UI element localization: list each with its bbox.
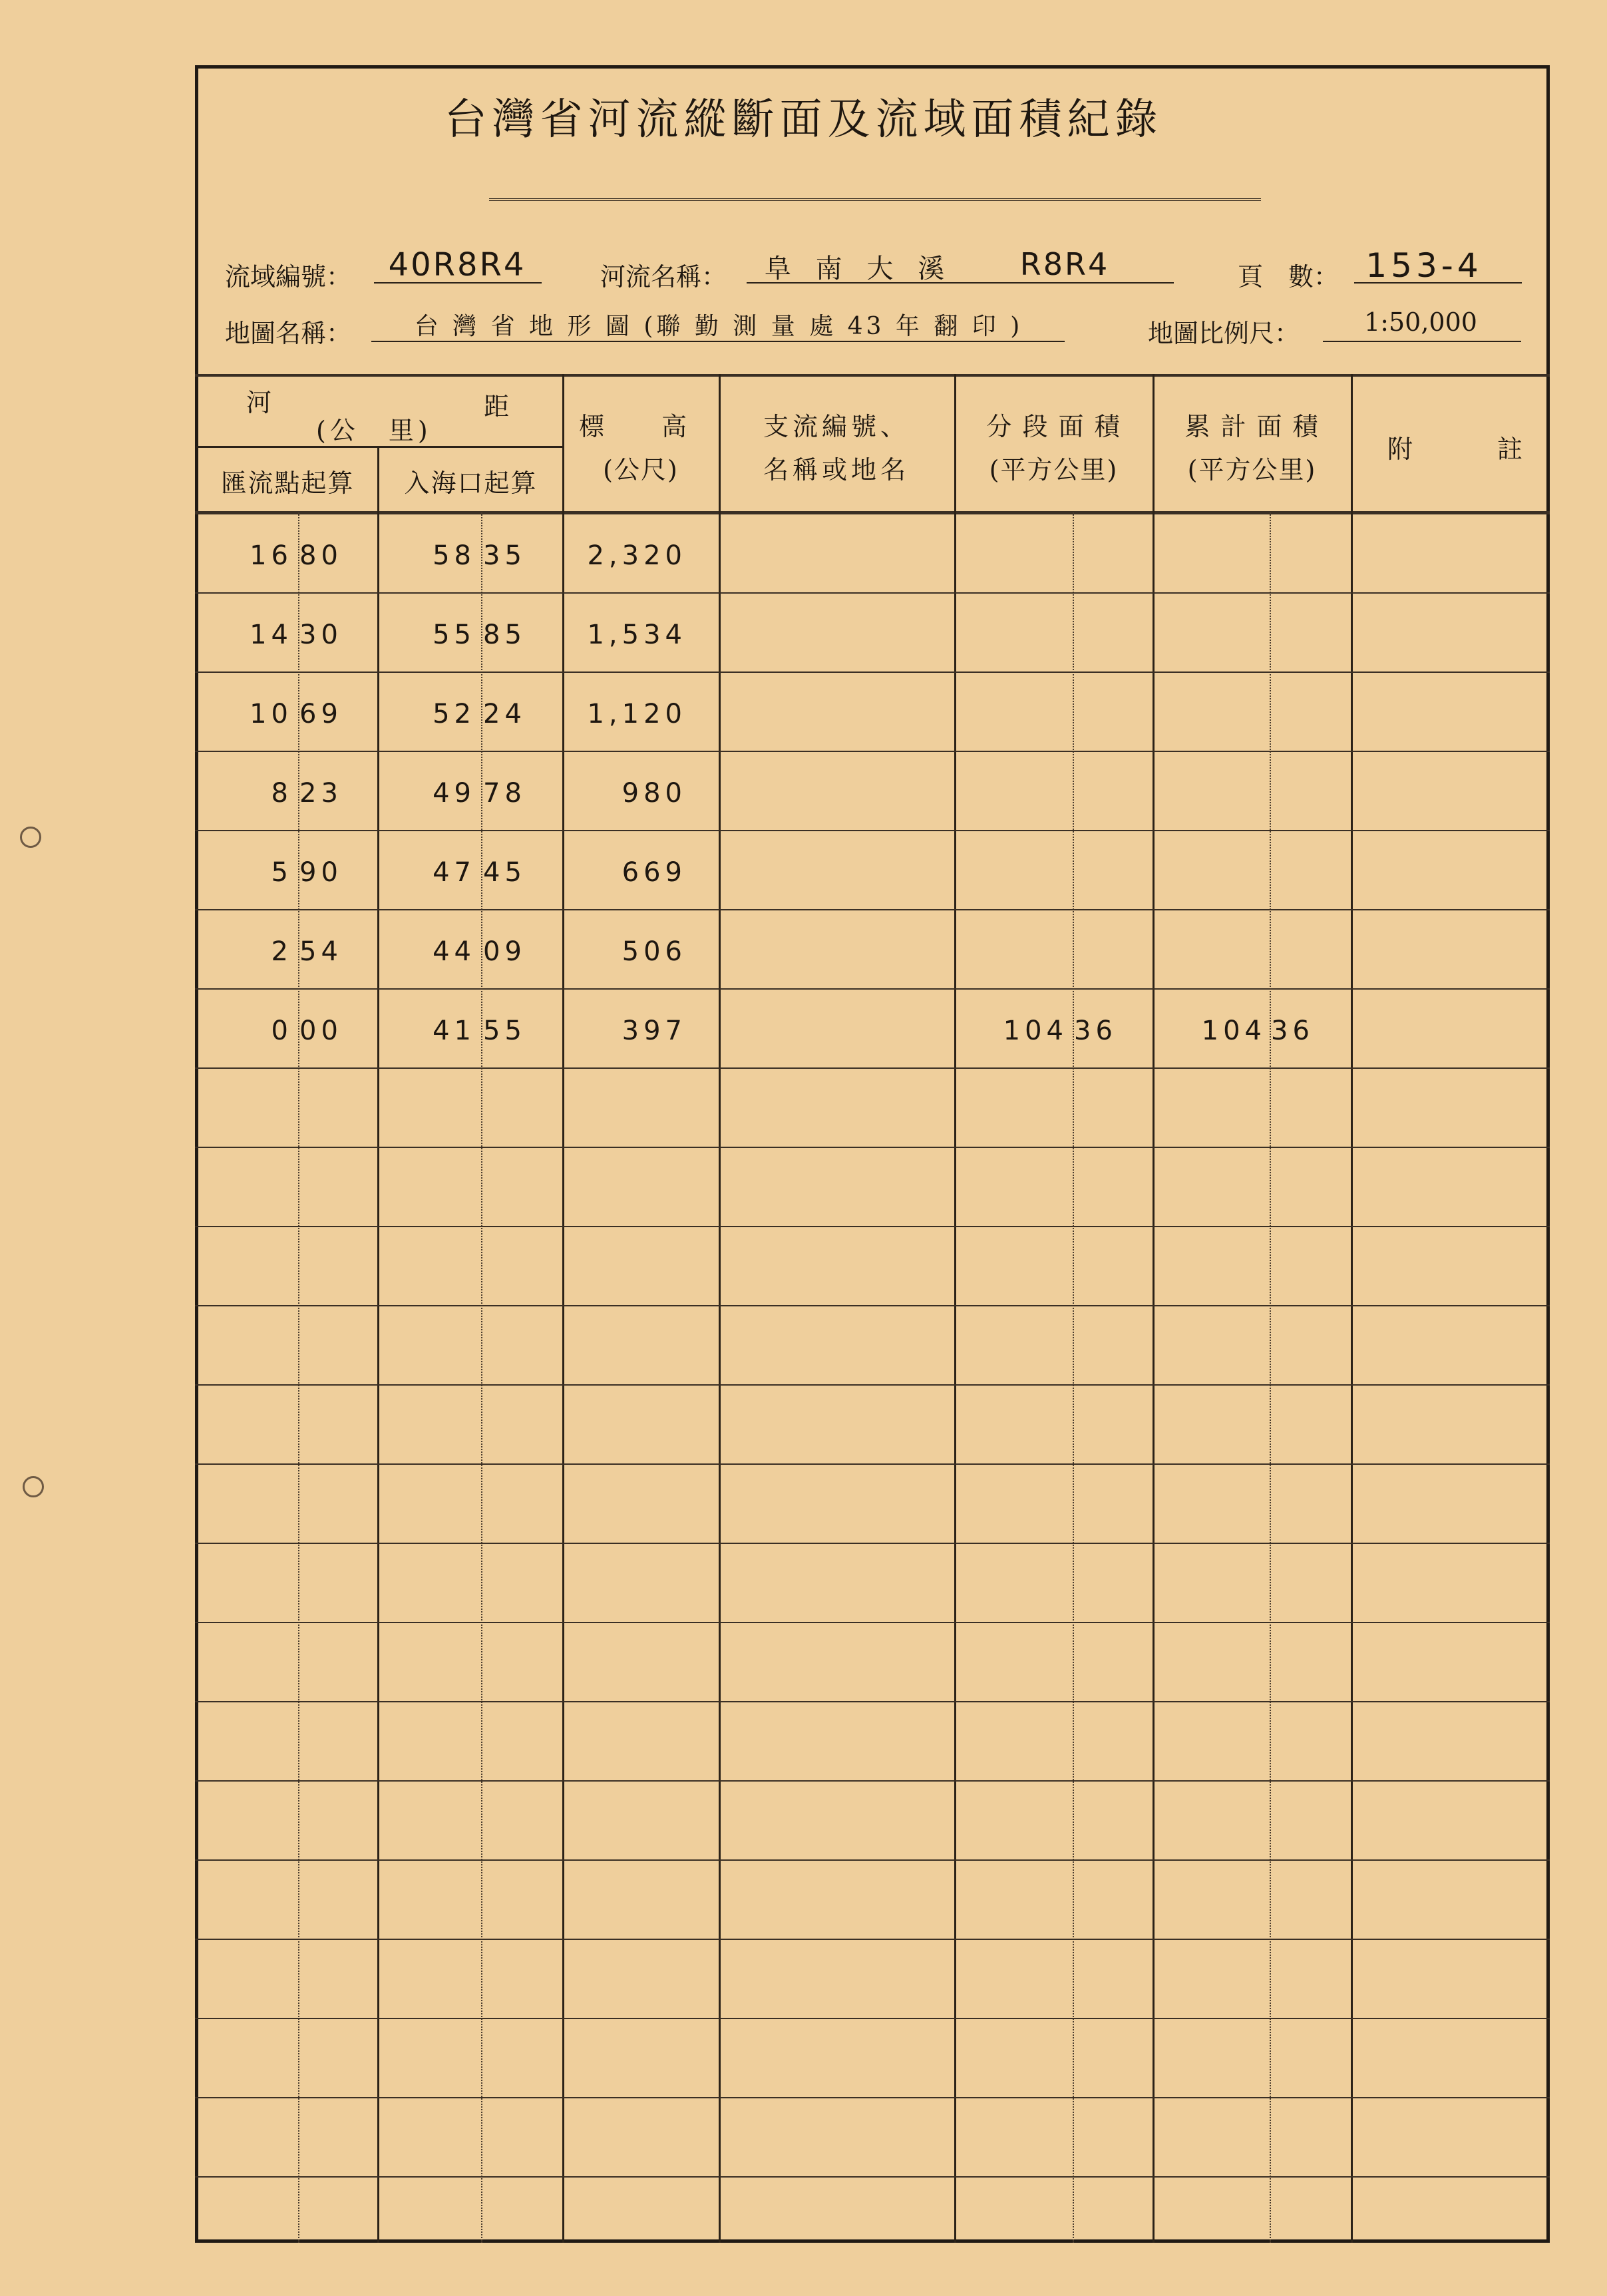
row-rule bbox=[195, 830, 1550, 831]
elevation-value: 980 bbox=[622, 778, 687, 809]
row-rule bbox=[195, 1463, 1550, 1465]
estuary-km-dec: 09 bbox=[483, 936, 526, 967]
from-estuary-header: 入海口起算 bbox=[404, 469, 538, 498]
distance-unit: (公 里) bbox=[316, 416, 432, 445]
tributary-header-2: 名稱或地名 bbox=[763, 455, 910, 484]
row-rule bbox=[195, 1147, 1550, 1148]
row-rule bbox=[195, 671, 1550, 673]
map-name-value: 台 灣 省 地 形 圖 (聯 勤 測 量 處 43 年 翻 印 ) bbox=[414, 313, 1023, 340]
elevation-value: 2,320 bbox=[587, 540, 687, 571]
estuary-km-int: 49 bbox=[433, 778, 476, 809]
punch-hole-lower bbox=[23, 1476, 44, 1497]
basin-no-underline bbox=[374, 282, 542, 284]
col-divider-5 bbox=[1153, 374, 1155, 2243]
page-title: 台灣省河流縱斷面及流域面積紀錄 bbox=[444, 95, 1163, 144]
estuary-km-int: 58 bbox=[433, 540, 476, 571]
title-underline bbox=[489, 198, 1261, 204]
segment-area-dec: 36 bbox=[1074, 1016, 1117, 1046]
page-no-value: 153-4 bbox=[1365, 246, 1483, 285]
elevation-header: 標 高 bbox=[578, 412, 703, 441]
estuary-km-dec: 24 bbox=[483, 699, 526, 729]
segment-area-header: 分 段 面 積 bbox=[986, 412, 1121, 441]
decimal-guide-2 bbox=[481, 512, 482, 2243]
confluence-km-int: 5 bbox=[271, 857, 293, 888]
elevation-value: 506 bbox=[622, 936, 687, 967]
map-name-label: 地圖名稱： bbox=[225, 319, 352, 348]
elevation-value: 669 bbox=[622, 857, 687, 888]
elevation-value: 397 bbox=[622, 1016, 687, 1046]
punch-hole-upper bbox=[20, 827, 41, 848]
row-rule bbox=[195, 1780, 1550, 1782]
confluence-km-dec: 54 bbox=[299, 936, 343, 967]
page-no-underline bbox=[1354, 282, 1522, 284]
river-name-underline bbox=[747, 282, 1174, 284]
decimal-guide-3 bbox=[1073, 512, 1074, 2243]
remarks-header-left: 附 bbox=[1387, 435, 1417, 464]
col-divider-2 bbox=[562, 374, 564, 2243]
scale-label: 地圖比例尺： bbox=[1148, 319, 1300, 348]
estuary-km-dec: 55 bbox=[483, 1016, 526, 1046]
confluence-km-dec: 00 bbox=[299, 1016, 343, 1046]
col-divider-4 bbox=[954, 374, 956, 2243]
confluence-km-int: 10 bbox=[250, 699, 293, 729]
decimal-guide-1 bbox=[298, 512, 299, 2243]
distance-header-left: 河 bbox=[246, 388, 276, 417]
tributary-header-1: 支流編號、 bbox=[763, 412, 910, 441]
estuary-km-int: 41 bbox=[433, 1016, 476, 1046]
row-rule bbox=[195, 2018, 1550, 2019]
row-rule bbox=[195, 2097, 1550, 2098]
decimal-guide-4 bbox=[1270, 512, 1271, 2243]
confluence-km-dec: 80 bbox=[299, 540, 343, 571]
confluence-km-dec: 30 bbox=[299, 620, 343, 650]
row-rule bbox=[195, 988, 1550, 990]
river-name-label: 河流名稱： bbox=[600, 262, 727, 291]
elevation-unit: (公尺) bbox=[603, 455, 679, 484]
distance-header-right: 距 bbox=[484, 392, 514, 421]
estuary-km-int: 47 bbox=[433, 857, 476, 888]
scale-value: 1:50,000 bbox=[1364, 307, 1477, 337]
row-rule bbox=[195, 1701, 1550, 1702]
row-rule bbox=[195, 1622, 1550, 1623]
row-rule bbox=[195, 1939, 1550, 1940]
estuary-km-int: 55 bbox=[433, 620, 476, 650]
row-rule bbox=[195, 751, 1550, 752]
col-divider-6 bbox=[1351, 374, 1353, 2243]
form-frame bbox=[195, 65, 1550, 2243]
confluence-km-int: 0 bbox=[271, 1016, 293, 1046]
col-divider-3 bbox=[719, 374, 721, 2243]
confluence-km-dec: 90 bbox=[299, 857, 343, 888]
cumulative-area-unit: (平方公里) bbox=[1187, 455, 1317, 484]
row-rule bbox=[195, 592, 1550, 594]
row-rule bbox=[195, 1543, 1550, 1544]
row-rule bbox=[195, 909, 1550, 910]
distance-sub-rule bbox=[196, 446, 562, 448]
basin-no-label: 流域編號： bbox=[225, 262, 352, 291]
estuary-km-int: 44 bbox=[433, 936, 476, 967]
confluence-km-int: 14 bbox=[250, 620, 293, 650]
estuary-km-dec: 45 bbox=[483, 857, 526, 888]
basin-no-value: 40R8R4 bbox=[388, 246, 526, 284]
elevation-value: 1,120 bbox=[587, 699, 687, 729]
row-rule bbox=[195, 1384, 1550, 1386]
cumulative-area-int: 104 bbox=[1201, 1016, 1266, 1046]
cumulative-area-header: 累 計 面 積 bbox=[1184, 412, 1320, 441]
estuary-km-int: 52 bbox=[433, 699, 476, 729]
table-header-bottom-rule bbox=[195, 511, 1550, 514]
segment-area-unit: (平方公里) bbox=[989, 455, 1119, 484]
river-code-value: R8R4 bbox=[1019, 246, 1110, 282]
confluence-km-dec: 23 bbox=[299, 778, 343, 809]
elevation-value: 1,534 bbox=[587, 620, 687, 650]
row-rule bbox=[195, 1067, 1550, 1069]
scale-underline bbox=[1323, 341, 1521, 342]
remarks-header-right: 註 bbox=[1497, 435, 1527, 464]
estuary-km-dec: 78 bbox=[483, 778, 526, 809]
col-divider-1 bbox=[377, 446, 379, 2243]
cumulative-area-dec: 36 bbox=[1271, 1016, 1314, 1046]
row-rule bbox=[195, 1859, 1550, 1861]
river-name-value: 阜 南 大 溪 bbox=[764, 254, 953, 284]
row-rule bbox=[195, 1305, 1550, 1306]
estuary-km-dec: 35 bbox=[483, 540, 526, 571]
confluence-km-int: 16 bbox=[250, 540, 293, 571]
from-confluence-header: 匯流點起算 bbox=[221, 469, 355, 498]
confluence-km-int: 2 bbox=[271, 936, 293, 967]
page-label: 頁 數： bbox=[1238, 262, 1339, 291]
map-name-underline bbox=[371, 341, 1065, 342]
confluence-km-dec: 69 bbox=[299, 699, 343, 729]
row-rule bbox=[195, 1226, 1550, 1227]
estuary-km-dec: 85 bbox=[483, 620, 526, 650]
row-rule bbox=[195, 2176, 1550, 2178]
confluence-km-int: 8 bbox=[271, 778, 293, 809]
segment-area-int: 104 bbox=[1003, 1016, 1068, 1046]
table-top-rule bbox=[195, 374, 1550, 377]
